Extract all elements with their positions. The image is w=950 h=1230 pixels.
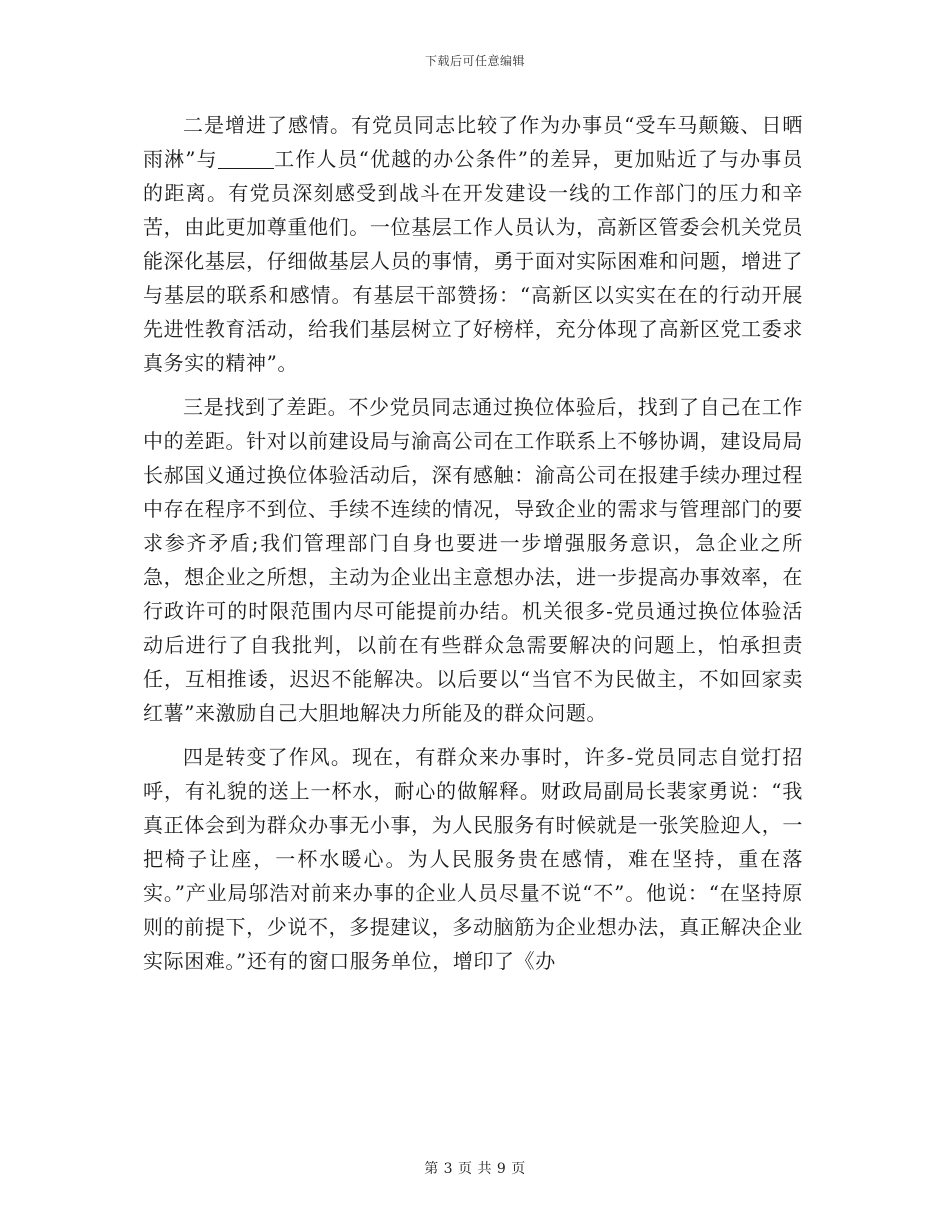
- paragraph-emotion-text-end: 工作人员“优越的办公条件”的差异，更加贴近了与办事员的距离。有党员深刻感受到战斗在开发建设一线的工作部门的压力和辛苦，由此更加尊重他们。一位基层工作人员认为，高新区管委会机关党员能深化基层，仔细做基层人员的事情，勇于面对实际困难和问题，增进了与基层的联系和感情。有基层干部赞扬：“高新区以实实在在的行动开展先进性教育活动，给我们基层树立了好榜样，充分体现了高新区党工委求真务实的精神”。: [143, 147, 803, 375]
- fill-in-blank-line: [218, 148, 274, 169]
- paragraph-emotion: [143, 108, 803, 380]
- page-header-note: 下载后可任意编辑: [424, 54, 525, 68]
- paragraph-emotion-text-start: 二是增进了感情。有党员同志比较了作为办事员“受车马颠簸、日晒雨淋”与: [143, 113, 803, 171]
- paragraph-style-change: 四是转变了作风。现在，有群众来办事时，许多-党员同志自觉打招呼，有礼貌的送上一杯水，耐心的做解释。财政局副局长裴家勇说：“我真正体会到为群众办事无小事，为人民服务有时候就是一张笑脸迎人，一把椅子让座，一杯水暖心。为人民服务贵在感情，难在坚持，重在落实。”产业局邬浩对前来办事的企业人员尽量不说“不”。他说：“在坚持原则的前提下，少说不，多提建议，多动脑筋为企业想办法，真正解决企业实际困难。”还有的窗口服务单位，增印了《办: [143, 745, 803, 973]
- paragraph-gap: 三是找到了差距。不少党员同志通过换位体验后，找到了自己在工作中的差距。针对以前建设局与渝高公司在工作联系上不够协调，建设局局长郝国义通过换位体验活动后，深有感触：渝高公司在报建手续办理过程中存在程序不到位、手续不连续的情况，导致企业的需求与管理部门的要求参齐矛盾;我们管理部门自身也要进一步增强服务意识，急企业之所急，想企业之所想，主动为企业出主意想办法，进一步提高办事效率，在行政许可的时限范围内尽可能提前办结。机关很多-党员通过换位体验活动后进行了自我批判，以前在有些群众急需要解决的问题上，怕承担责任，互相推诿，迟迟不能解决。以后要以“当官不为民做主，不如回家卖红薯”来激励自己大胆地解决力所能及的群众问题。: [143, 395, 803, 725]
- page-number: 第 3 页 共 9 页: [424, 1161, 526, 1177]
- document-body: [143, 108, 803, 988]
